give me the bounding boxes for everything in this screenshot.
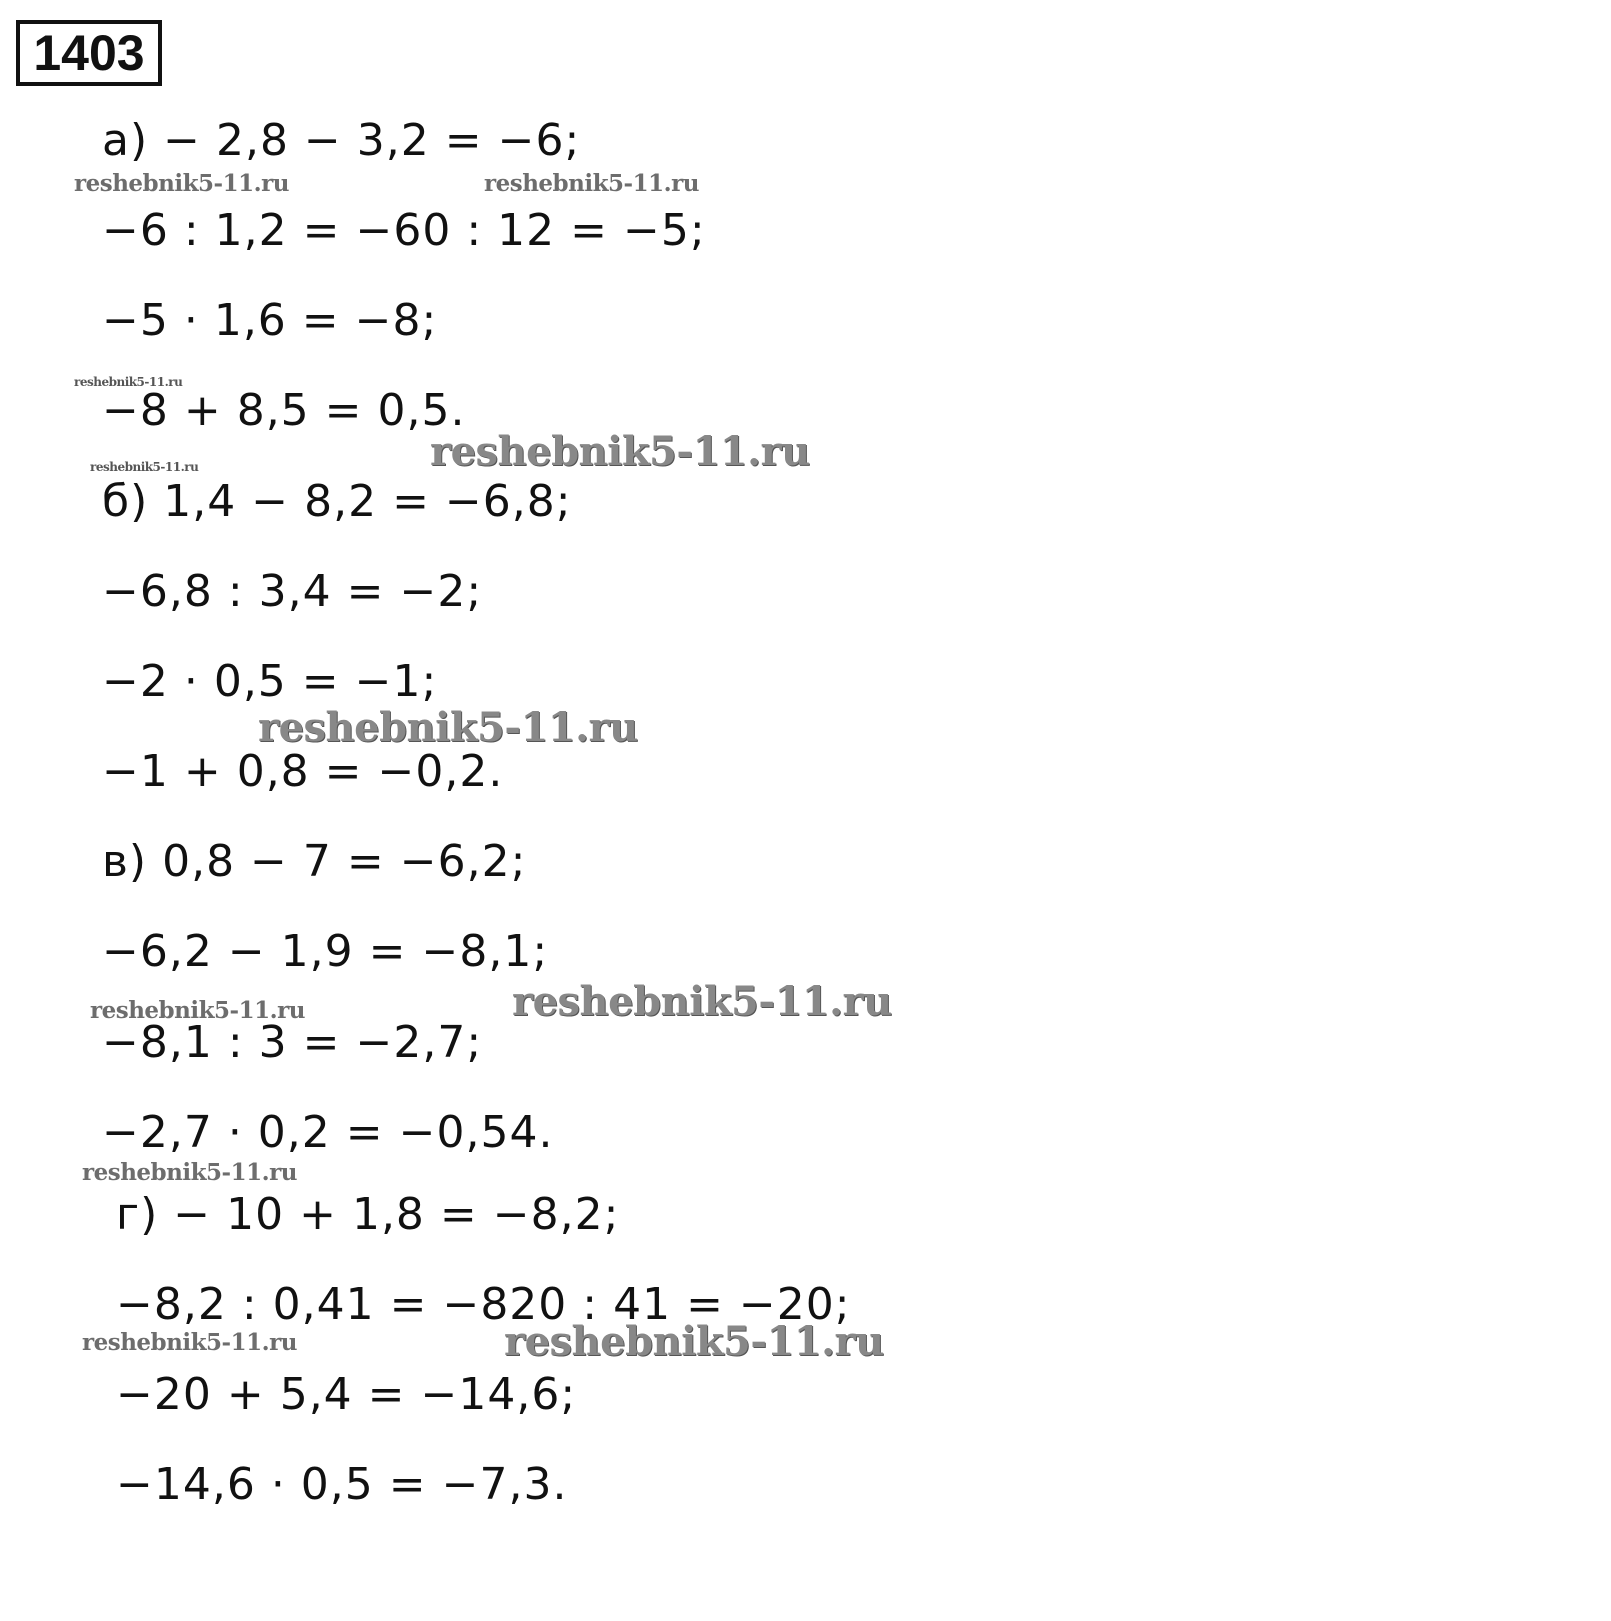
solution-line: −6,2 − 1,9 = −8,1; bbox=[102, 926, 549, 977]
watermark: reshebnik5-11.ru bbox=[82, 1329, 297, 1356]
solution-line: −8 + 8,5 = 0,5. bbox=[102, 385, 466, 436]
watermark: reshebnik5-11.ru bbox=[512, 978, 892, 1025]
solution-line: −6 : 1,2 = −60 : 12 = −5; bbox=[102, 205, 706, 256]
solution-line: г) − 10 + 1,8 = −8,2; bbox=[116, 1189, 620, 1240]
solution-line: −8,2 : 0,41 = −820 : 41 = −20; bbox=[116, 1279, 851, 1330]
solution-line: −2,7 · 0,2 = −0,54. bbox=[102, 1107, 554, 1158]
solution-line: −20 + 5,4 = −14,6; bbox=[116, 1369, 577, 1420]
solution-line: −2 · 0,5 = −1; bbox=[102, 656, 438, 707]
solution-line: −8,1 : 3 = −2,7; bbox=[102, 1017, 483, 1068]
solution-line: −6,8 : 3,4 = −2; bbox=[102, 566, 483, 617]
watermark: reshebnik5-11.ru bbox=[258, 704, 638, 751]
solution-line: а) − 2,8 − 3,2 = −6; bbox=[102, 115, 581, 166]
watermark: reshebnik5-11.ru bbox=[484, 170, 699, 197]
problem-number: 1403 bbox=[16, 20, 162, 86]
solution-line: −14,6 · 0,5 = −7,3. bbox=[116, 1459, 568, 1510]
watermark: reshebnik5-11.ru bbox=[430, 428, 810, 475]
watermark: reshebnik5-11.ru bbox=[90, 460, 199, 474]
solution-line: −5 · 1,6 = −8; bbox=[102, 295, 438, 346]
watermark: reshebnik5-11.ru bbox=[74, 170, 289, 197]
solution-line: б) 1,4 − 8,2 = −6,8; bbox=[102, 476, 572, 527]
watermark: reshebnik5-11.ru bbox=[90, 997, 305, 1024]
watermark: reshebnik5-11.ru bbox=[74, 375, 183, 389]
solution-line: −1 + 0,8 = −0,2. bbox=[102, 746, 504, 797]
solution-line: в) 0,8 − 7 = −6,2; bbox=[102, 836, 527, 887]
watermark: reshebnik5-11.ru bbox=[82, 1159, 297, 1186]
watermark: reshebnik5-11.ru bbox=[504, 1318, 884, 1365]
